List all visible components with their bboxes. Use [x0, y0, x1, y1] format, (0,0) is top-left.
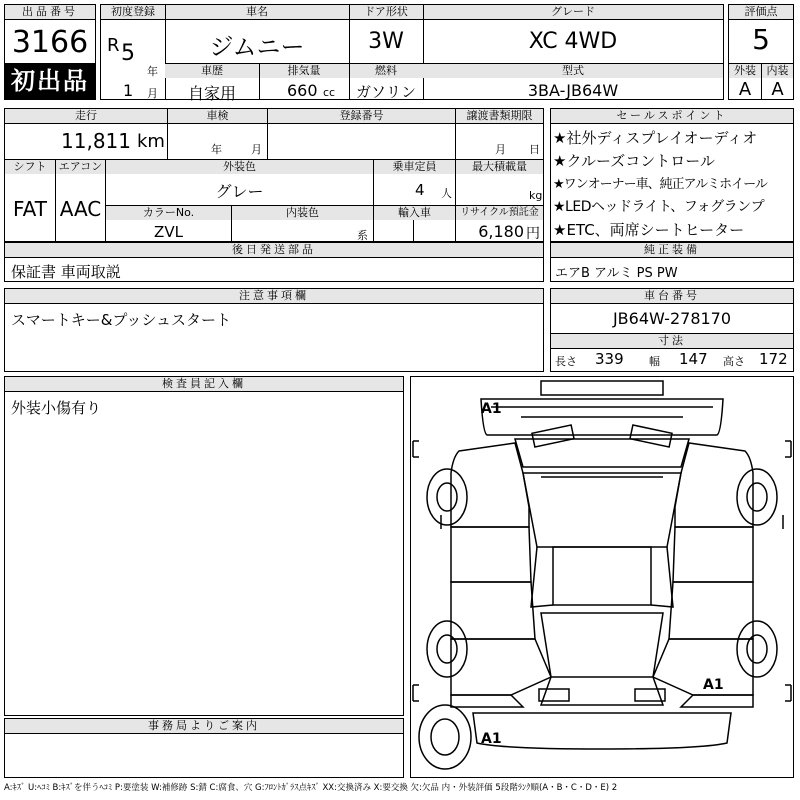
ac: AAC	[59, 197, 102, 221]
inspection-label: 車検	[168, 109, 267, 123]
vehicle-header	[100, 4, 724, 103]
colorno: ZVL	[154, 223, 183, 241]
load-unit: kg	[529, 189, 543, 202]
office-label: 事務局よりご案内	[5, 719, 403, 734]
inspection-month-unit: 月	[251, 143, 262, 156]
damage-legend: A:ｷｽﾞ U:ﾍｺﾐ B:ｷｽﾞを伴うﾍｺﾐ P:要塗装 W:補修跡 S:錆 C:腐食、穴 G:ﾌﾛﾝﾄｶﾞﾗｽ点ｷｽﾞ XX:交換済み X:要交換 欠:欠品 内・外装評価 5段階ﾗﾝｸ順(A・B・C・D・E) 2	[4, 783, 618, 793]
inspector-label: 検査員記入欄	[5, 377, 403, 392]
ext-color-label: 外装色	[106, 160, 373, 174]
later-parts	[4, 242, 544, 282]
sales-label: セールスポイント	[551, 109, 793, 124]
lot-box	[4, 4, 96, 100]
model-code: 3BA-JB64W	[527, 81, 619, 100]
model-label: 型式	[423, 64, 723, 78]
score-label: 評価点	[729, 5, 793, 20]
parts-label: 後日発送部品	[5, 243, 543, 258]
length: 339	[595, 350, 624, 368]
hgt-label: 高さ	[723, 355, 745, 368]
damage-mark: A1	[703, 677, 724, 693]
height: 172	[759, 350, 788, 368]
len-label: 長さ	[555, 355, 577, 368]
door-label: ドア形状	[349, 5, 423, 19]
score-box	[728, 4, 794, 100]
width: 147	[679, 350, 708, 368]
sales-point: ★社外ディスプレイオーディオ	[553, 129, 758, 147]
sales-point: ★LEDヘッドライト、フォグランプ	[553, 199, 765, 215]
ext-label: 外装	[729, 64, 761, 78]
damage-mark: A1	[481, 731, 502, 747]
era: R	[107, 35, 120, 56]
door-type: 3W	[368, 29, 404, 54]
damage-mark: A1	[481, 401, 502, 417]
notes-value: スマートキー&プッシュスタート	[11, 311, 232, 329]
sales-point: ★ワンオーナー車、純正アルミホイール	[553, 177, 767, 192]
ext-color: グレー	[215, 182, 264, 201]
disp-label: 排気量	[259, 64, 349, 78]
score: 5	[752, 23, 770, 56]
int-color-unit: 系	[357, 229, 368, 242]
sales-points	[550, 108, 794, 242]
lot-label: 出品番号	[5, 5, 95, 20]
equip-value: エアB アルミ PS PW	[555, 266, 678, 281]
sales-point: ★ETC、両席シートヒーター	[553, 221, 745, 239]
seats-label: 乗車定員	[374, 160, 455, 174]
inspector-value: 外装小傷有り	[11, 399, 102, 417]
fuel-label: 燃料	[349, 64, 423, 78]
mileage: 11,811	[61, 129, 131, 153]
transfer-day-unit: 日	[529, 143, 540, 156]
notes	[4, 288, 544, 372]
mileage-unit: km	[137, 131, 165, 152]
int-grade: A	[771, 79, 784, 100]
damage-diagram	[410, 376, 794, 778]
inspector-notes	[4, 376, 404, 716]
month-unit: 月	[147, 87, 158, 100]
chassis-label: 車台番号	[551, 289, 793, 304]
ac-label: エアコン	[56, 160, 105, 174]
parts-value: 保証書 車両取説	[11, 263, 121, 281]
import-label: 輸入車	[374, 206, 455, 220]
fuel: ガソリン	[355, 83, 416, 101]
recycle: 6,180	[478, 222, 524, 241]
info-grid	[4, 108, 544, 242]
office-notice	[4, 718, 404, 778]
chassis-number: JB64W-278170	[612, 309, 732, 328]
transfer-label: 譲渡書類期限	[456, 109, 543, 123]
colorno-label: カラーNo.	[106, 206, 231, 220]
first-listing-badge: 初出品	[5, 63, 95, 99]
seats: 4	[415, 181, 425, 199]
displacement: 660	[287, 81, 318, 100]
year-unit: 年	[147, 65, 158, 78]
grade-label: グレード	[423, 5, 723, 19]
reg-label: 初度登録	[101, 5, 165, 19]
notes-label: 注意事項欄	[5, 289, 543, 304]
car-name-label: 車名	[165, 5, 349, 19]
mileage-label: 走行	[5, 109, 167, 123]
car-name: ジムニー	[209, 33, 305, 61]
regno-label: 登録番号	[268, 109, 455, 123]
chassis	[550, 288, 794, 372]
ext-grade: A	[738, 79, 752, 100]
reg-year: 5	[121, 41, 135, 66]
transfer-month-unit: 月	[495, 143, 506, 156]
lot-number: 3166	[11, 25, 89, 60]
recycle-unit: 円	[526, 226, 540, 242]
equip-label: 純正装備	[551, 243, 793, 258]
sales-point: ★クルーズコントロール	[553, 152, 715, 170]
disp-unit: cc	[323, 86, 336, 99]
factory-equipment	[550, 242, 794, 282]
int-color-label: 内装色	[232, 206, 373, 220]
history: 自家用	[187, 84, 236, 103]
wid-label: 幅	[649, 355, 660, 368]
shift-label: シフト	[5, 160, 55, 174]
car-outline-diagram	[411, 377, 793, 777]
grade: XC 4WD	[528, 29, 618, 54]
recycle-label: リサイクル預託金	[456, 206, 543, 220]
history-label: 車歴	[165, 64, 259, 78]
dims-label: 寸法	[551, 334, 793, 349]
reg-month: 1	[123, 81, 134, 100]
seats-unit: 人	[441, 187, 452, 200]
load-label: 最大積載量	[456, 160, 543, 174]
int-label: 内装	[762, 64, 793, 78]
shift: FAT	[12, 197, 47, 221]
inspection-year-unit: 年	[211, 143, 222, 156]
